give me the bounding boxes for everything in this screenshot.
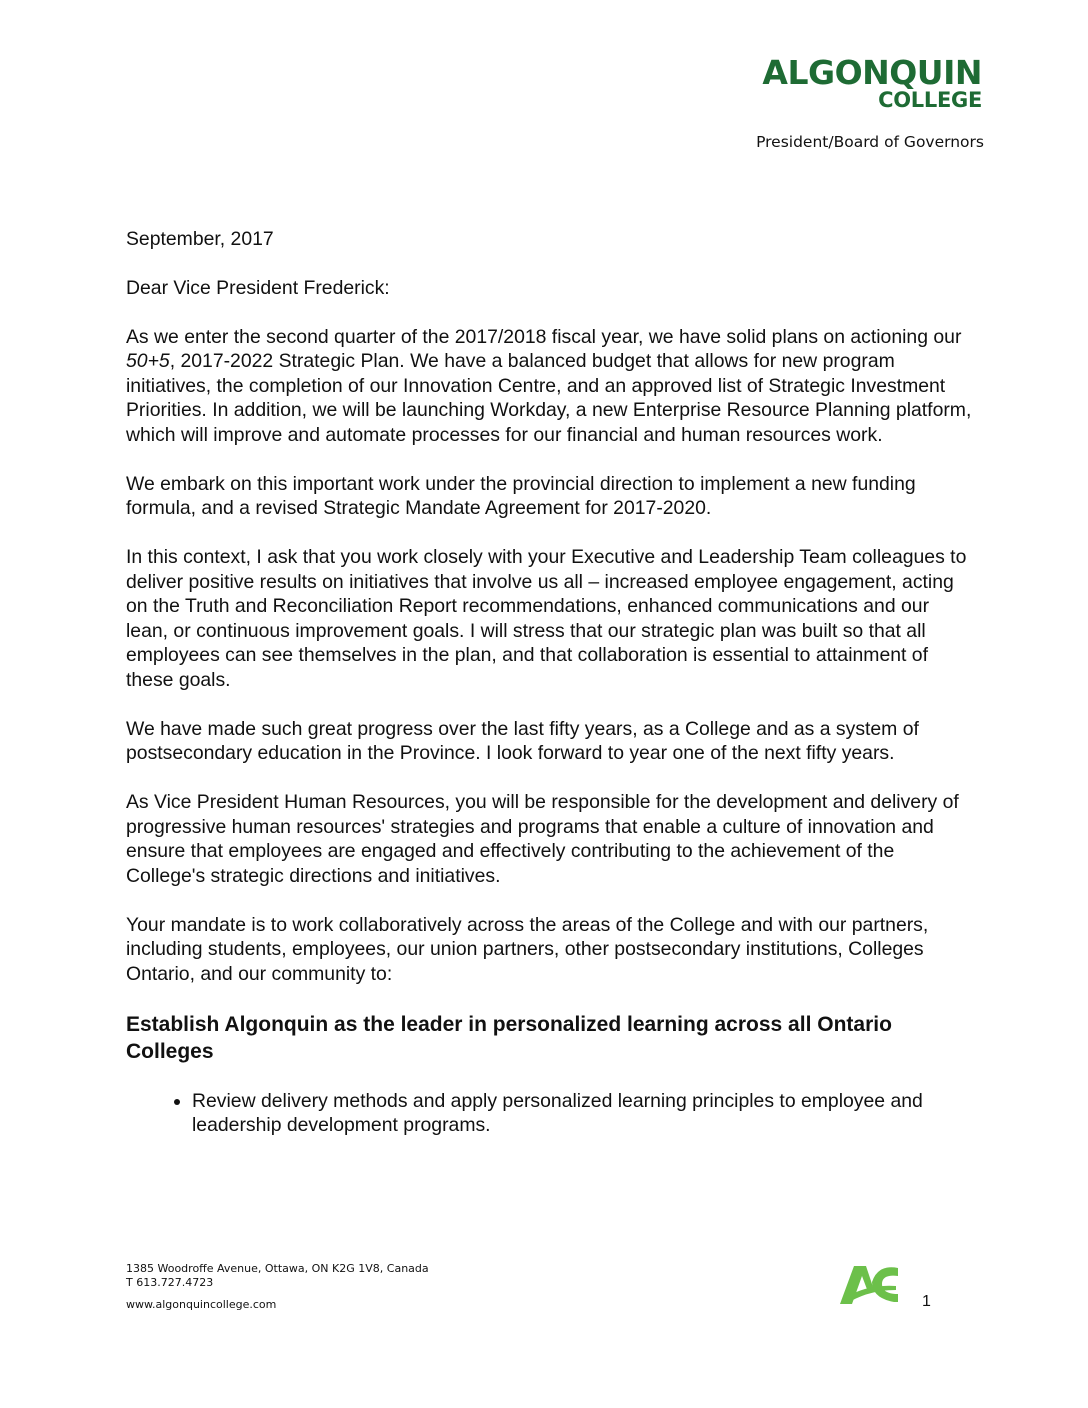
logo-wordmark: ALGONQUIN — [762, 53, 982, 92]
logo-subtitle: COLLEGE — [878, 88, 982, 112]
paragraph-1-text-a: As we enter the second quarter of the 2017/2018 fiscal year, we have solid plans on actioning our — [126, 325, 962, 348]
department-label: President/Board of Governors — [756, 133, 984, 151]
footer-contact — [126, 1262, 429, 1312]
paragraph-4: We have made such great progress over the last fifty years, as a College and as a system of postsecondary education in the Province. I look forward to year one of the next fifty years. — [126, 717, 919, 764]
paragraph-5: As Vice President Human Resources, you will be responsible for the development and delivery of progressive human resources' strategies and programs that enable a culture of innovation and ensure that employees are engaged and effectively contributing to the achievement of the College's strategic directions and initiatives. — [126, 791, 959, 887]
bullet-list — [126, 1089, 976, 1138]
paragraph-1-text-b: , 2017-2022 Strategic Plan. We have a balanced budget that allows for new program initiatives, the completion of our Innovation Centre, and an approved list of Strategic Investment Priorities. In addition, we will be launching Workday, a new Enterprise Resource Planning platform, which will improve and automate processes for our financial and human resources work. — [126, 350, 972, 446]
salutation: Dear Vice President Frederick: — [126, 276, 390, 299]
footer-website: www.algonquincollege.com — [126, 1298, 277, 1311]
letter-date: September, 2017 — [126, 228, 274, 250]
letter-body — [126, 227, 976, 1138]
page-number: 1 — [922, 1293, 931, 1310]
footer-address: 1385 Woodroffe Avenue, Ottawa, ON K2G 1V8, Canada — [126, 1262, 429, 1275]
paragraph-2: We embark on this important work under the provincial direction to implement a new funding formula, and a revised Strategic Mandate Agreement for 2017-2020. — [126, 472, 916, 519]
paragraph-1 — [126, 325, 976, 448]
bullet-item: • Review delivery methods and apply personalized learning principles to employee and leadership development programs. — [192, 1089, 976, 1138]
ac-logo-icon — [838, 1264, 898, 1304]
section-heading: Establish Algonquin as the leader in personalized learning across all Ontario Colleges — [126, 1012, 892, 1063]
footer-phone: T 613.727.4723 — [126, 1276, 214, 1289]
algonquin-college-logo — [762, 53, 982, 112]
strategic-plan-name: 50+5 — [126, 350, 170, 372]
paragraph-6: Your mandate is to work collaboratively across the areas of the College and with our partners, including students, employees, our union partners, other postsecondary institutions, Colleges Ontario, and our community to: — [126, 913, 929, 985]
paragraph-3: In this context, I ask that you work closely with your Executive and Leadership Team colleagues to deliver positive results on initiatives that involve us all – increased employee engagement, acting on the Truth and Reconciliation Report recommendations, enhanced communications and our lean, or continuous improvement goals. I will stress that our strategic plan was built so that all employees can see themselves in the plan, and that collaboration is essential to attainment of these goals. — [126, 546, 967, 691]
